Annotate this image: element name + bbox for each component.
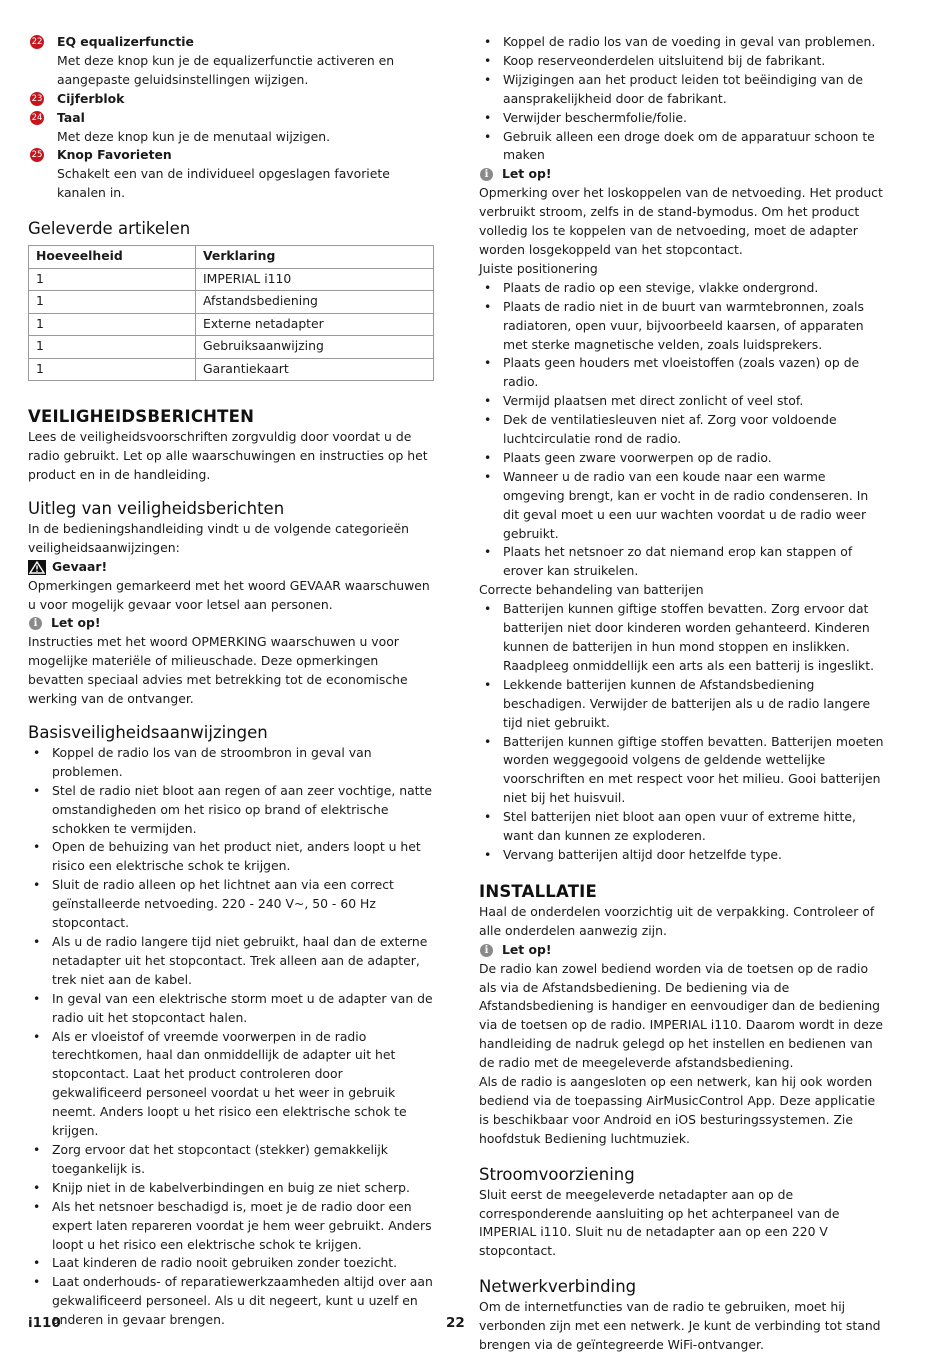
list-item: • Koop reserveonderdelen uitsluitend bij de fabrikant. [479, 52, 887, 71]
control-item-23 [28, 90, 436, 109]
danger-label: Gevaar! [52, 558, 108, 574]
battery-heading: Correcte behandeling van batterijen [479, 582, 704, 598]
left-column [28, 33, 436, 1330]
table-row [29, 291, 434, 314]
list-item: • Als het netsnoer beschadigd is, moet je de radio door een expert laten repareren voordat je hem weer gebruikt. Anders loopt u het risico een elektrische schok te krijgen. [28, 1198, 436, 1255]
footer-model: i110 [28, 1315, 61, 1331]
control-item-24 [28, 109, 436, 147]
safety-heading: VEILIGHEIDSBERICHTEN [28, 407, 255, 427]
table-cell: 1 [29, 358, 196, 381]
table-cell: Gebruiksaanwijzing [196, 336, 434, 359]
install-note-text: De radio kan zowel bediend worden via de toetsen op de radio als via de Afstandsbediening. De bediening via de Afstandsbediening is handiger en eenvoudiger dan de bediening via de toetsen op de radio. IMPERIAL i110. Daarom wordt in deze handleiding de nadruk gelegd op het instellen en bedienen van de radio met de meegeleverde afstandsbediening. [479, 960, 884, 1071]
info-icon: i [29, 617, 42, 630]
control-item-22 [28, 33, 436, 90]
page-number: 22 [446, 1315, 465, 1331]
table-cell: Garantiekaart [196, 358, 434, 381]
list-item: • Sluit de radio alleen op het lichtnet aan via een correct geïnstalleerde netvoeding. 220 - 240 V~, 50 - 60 Hz stopcontact. [28, 876, 436, 933]
control-list [28, 33, 436, 203]
note-label-row [28, 614, 436, 633]
install-app-text: Als de radio is aangesloten op een netwerk, kan hij ook worden bediend via de toepassing AirMusicControl App. Deze applicatie is beschikbaar voor Android en iOS besturingssystemen. Zie hoofdstuk Bediening luchtmuziek. [479, 1074, 876, 1146]
control-title: EQ equalizerfunctie [57, 34, 194, 49]
table-row [29, 358, 434, 381]
list-item: • Batterijen kunnen giftige stoffen bevatten. Zorg ervoor dat batterijen niet door kinderen worden gehanteerd. Kinderen kunnen de batterijen in hun mond stoppen en inslikken. Raadpleeg onmiddellijk een arts als een batterij is ingeslikt. [479, 600, 887, 676]
table-header: Hoeveelheid [29, 246, 196, 269]
list-item: • Verwijder beschermfolie/folie. [479, 109, 887, 128]
table-cell: Externe netadapter [196, 313, 434, 336]
note-label: Let op! [502, 941, 552, 957]
control-title: Taal [57, 109, 85, 125]
table-row [29, 336, 434, 359]
list-item: • Batterijen kunnen giftige stoffen bevatten. Batterijen moeten worden weggegooid volgens de geldende wettelijke voorschriften en met respect voor het milieu. Gooi batterijen niet bij het huisvuil. [479, 733, 887, 809]
note-label: Let op! [51, 615, 101, 631]
list-item: • Koppel de radio los van de stroombron in geval van problemen. [28, 744, 436, 782]
info-icon: i [480, 168, 493, 181]
table-cell: 1 [29, 313, 196, 336]
list-item: • In geval van een elektrische storm moet u de adapter van de radio uit het stopcontact halen. [28, 990, 436, 1028]
power-heading: Stroomvoorziening [479, 1164, 635, 1184]
control-title: Cijferblok [57, 90, 125, 106]
basic-heading: Basisveiligheidsaanwijzingen [28, 722, 268, 742]
list-item: • Knijp niet in de kabelverbindingen en buig ze niet scherp. [28, 1179, 436, 1198]
install-heading: INSTALLATIE [479, 881, 597, 901]
basic-safety-list [28, 744, 436, 1330]
position-list [479, 279, 887, 582]
table-cell: Afstandsbediening [196, 291, 434, 314]
install-intro: Haal de onderdelen voorzichtig uit de verpakking. Controleer of alle onderdelen aanwezig zijn. [479, 903, 875, 938]
network-text: Om de internetfuncties van de radio te gebruiken, moet hij verbonden zijn met een netwerk. Je kunt de verbinding tot stand brengen via de geïntegreerde WiFi-ontvanger. [479, 1299, 881, 1353]
list-item: • Als u de radio langere tijd niet gebruikt, haal dan de externe netadapter uit het stopcontact. Trek alleen aan de adapter, trek niet aan de kabel. [28, 933, 436, 990]
table-cell: 1 [29, 268, 196, 291]
control-title: Knop Favorieten [57, 147, 172, 163]
number-badge: 23 [31, 93, 43, 104]
list-item: • Laat kinderen de radio nooit gebruiken zonder toezicht. [28, 1254, 436, 1273]
table-row [29, 313, 434, 336]
control-item-25 [28, 146, 436, 203]
control-desc: Schakelt een van de individueel opgeslagen favoriete kanalen in. [57, 166, 390, 201]
list-item: • Plaats geen houders met vloeistoffen (zoals vazen) op de radio. [479, 354, 887, 392]
number-badge: 25 [31, 150, 43, 161]
list-item: • Dek de ventilatiesleuven niet af. Zorg voor voldoende luchtcirculatie rond de radio. [479, 411, 887, 449]
table-row [29, 268, 434, 291]
list-item: • Plaats de radio op een stevige, vlakke ondergrond. [479, 279, 887, 298]
list-item: • Stel batterijen niet bloot aan open vuur of extreme hitte, want dan kunnen ze exploderen. [479, 808, 887, 846]
table-cell: 1 [29, 291, 196, 314]
position-heading: Juiste positionering [479, 260, 598, 276]
note-label-row [479, 165, 887, 184]
list-item: • Vervang batterijen altijd door hetzelfde type. [479, 846, 887, 865]
danger-text: Opmerkingen gemarkeerd met het woord GEVAAR waarschuwen u voor mogelijk gevaar voor letsel aan personen. [28, 577, 430, 612]
list-item: • Laat onderhouds- of reparatiewerkzaamheden altijd over aan gekwalificeerd personeel. Als u dit negeert, kunt u uzelf en anderen in gevaar brengen. [28, 1273, 436, 1330]
warning-triangle-icon [28, 560, 46, 575]
note-label-row [479, 941, 887, 960]
control-desc: Met deze knop kun je de menutaal wijzigen. [57, 128, 331, 144]
explain-intro: In de bedieningshandleiding vindt u de volgende categorieën veiligheidsaanwijzingen: [28, 520, 409, 555]
network-heading: Netwerkverbinding [479, 1277, 637, 1297]
table-header: Verklaring [196, 246, 434, 269]
basic-safety-list-continued [479, 33, 887, 165]
power-note-text: Opmerking over het loskoppelen van de netvoeding. Het product verbruikt stroom, zelfs in de stand-bymodus. Om het product volledig los te koppelen van de netvoeding, moet de adapter worden losgekoppeld van het stopcontact. [479, 185, 883, 257]
list-item: • Zorg ervoor dat het stopcontact (stekker) gemakkelijk toegankelijk is. [28, 1141, 436, 1179]
list-item: • Gebruik alleen een droge doek om de apparatuur schoon te maken [479, 128, 887, 166]
delivered-table [28, 245, 434, 381]
list-item: • Wanneer u de radio van een koude naar een warme omgeving brengt, kan er vocht in de radio condenseren. In dit geval moet u een uur wachten voordat u de radio weer gebruikt. [479, 468, 887, 544]
delivered-heading: Geleverde artikelen [28, 219, 191, 239]
table-cell: IMPERIAL i110 [196, 268, 434, 291]
power-text: Sluit eerst de meegeleverde netadapter aan op de corresponderende aansluiting op het achterpaneel van de IMPERIAL i110. Sluit nu de netadapter aan op een 220 V stopcontact. [479, 1186, 840, 1259]
list-item: • Plaats geen zware voorwerpen op de radio. [479, 449, 887, 468]
list-item: • Plaats de radio niet in de buurt van warmtebronnen, zoals radiatoren, open vuur, bijvoorbeeld kaarsen, of apparaten met sterke magnetische velden, zoals luidsprekers. [479, 298, 887, 355]
list-item: • Plaats het netsnoer zo dat niemand erop kan stappen of erover kan struikelen. [479, 543, 887, 581]
table-cell: 1 [29, 336, 196, 359]
right-column [479, 33, 887, 1355]
explain-heading: Uitleg van veiligheidsberichten [28, 498, 285, 518]
list-item: • Vermijd plaatsen met direct zonlicht of veel stof. [479, 392, 887, 411]
list-item: • Stel de radio niet bloot aan regen of aan zeer vochtige, natte omstandigheden om het risico op brand of elektrische schokken te vermijden. [28, 782, 436, 839]
table-header-row [29, 246, 434, 269]
battery-list [479, 600, 887, 865]
note-text: Instructies met het woord OPMERKING waarschuwen u voor mogelijke materiële of milieuschade. Deze opmerkingen bevatten speciaal advies met betrekking tot de economische werking van de ontvanger. [28, 634, 408, 707]
note-label: Let op! [502, 166, 552, 182]
danger-label-row [28, 558, 436, 577]
list-item: • Als er vloeistof of vreemde voorwerpen in de radio terechtkomen, haal dan onmiddellijk de adapter uit het stopcontact. Laat het product controleren door gekwalificeerd personeel voordat u het weer in gebruik neemt. Anders loopt u het risico een elektrische schok te krijgen. [28, 1028, 436, 1141]
control-desc: Met deze knop kun je de equalizerfunctie activeren en aangepaste geluidsinstellingen wijzigen. [57, 52, 395, 87]
number-badge: 22 [31, 37, 43, 47]
list-item: • Lekkende batterijen kunnen de Afstandsbediening beschadigen. Verwijder de batterijen als u de radio langere tijd niet gebruikt. [479, 676, 887, 733]
list-item: • Open de behuizing van het product niet, anders loopt u het risico een elektrische schok te krijgen. [28, 838, 436, 876]
list-item: • Koppel de radio los van de voeding in geval van problemen. [479, 33, 887, 52]
number-badge: 24 [31, 112, 43, 123]
safety-intro: Lees de veiligheidsvoorschriften zorgvuldig door voordat u de radio gebruikt. Let op alle waarschuwingen en instructies op het product en in de handleiding. [28, 429, 428, 482]
list-item: • Wijzigingen aan het product leiden tot beëindiging van de aansprakelijkheid door de fabrikant. [479, 71, 887, 109]
info-icon: i [480, 944, 493, 957]
